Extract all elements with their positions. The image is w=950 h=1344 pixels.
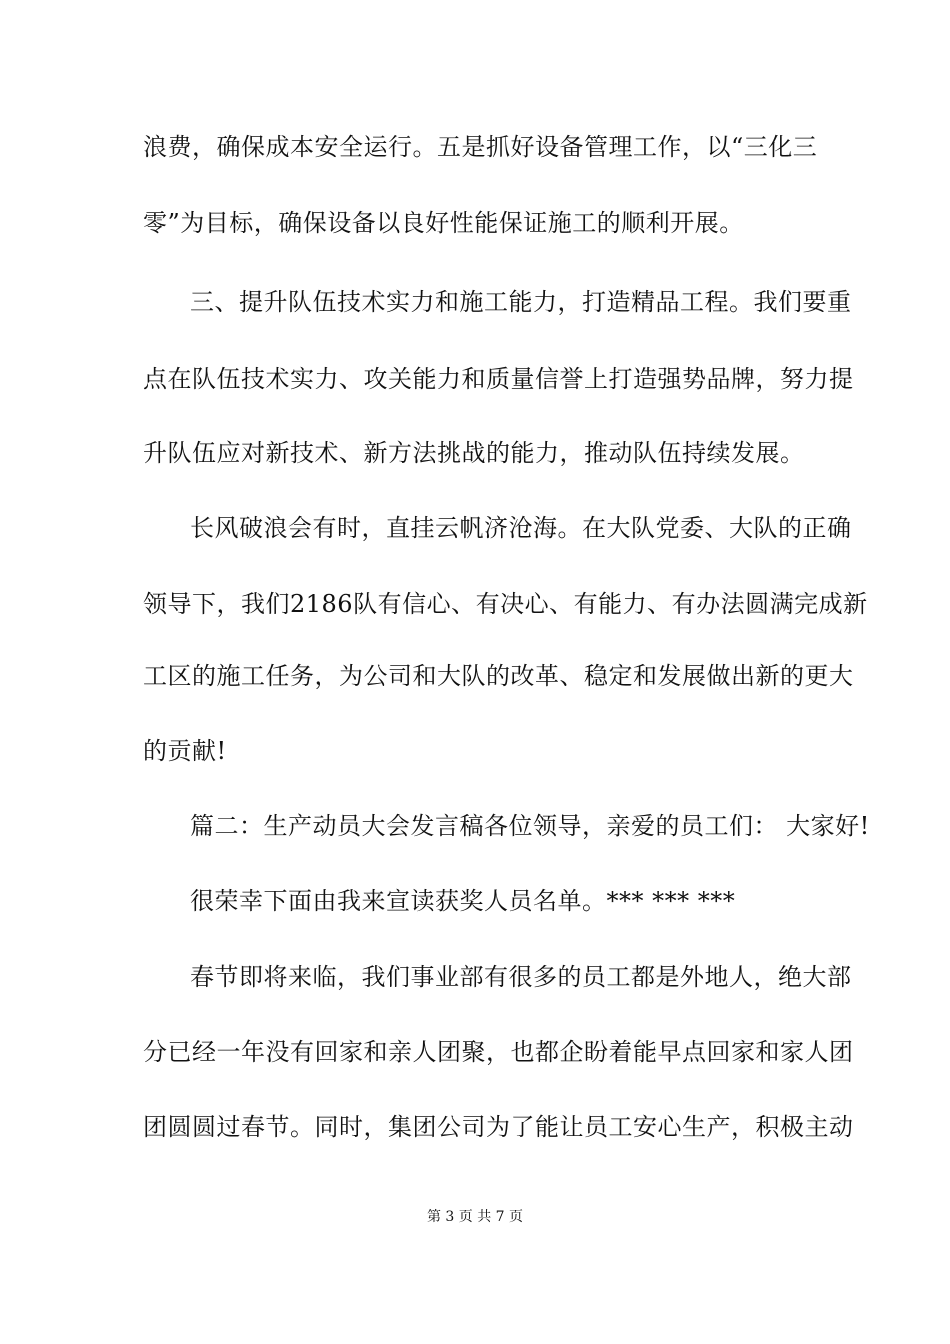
- text-line-1: 浪费，确保成本安全运行。五是抓好设备管理工作，以“三化三: [143, 133, 818, 161]
- text-line-11: 很荣幸下面由我来宣读获奖人员名单。*** *** ***: [190, 887, 736, 915]
- text-line-10: 篇二：生产动员大会发言稿各位领导，亲爱的员工们： 大家好!: [190, 812, 870, 840]
- text-line-14: 团圆圆过春节。同时，集团公司为了能让员工安心生产，积极主动: [143, 1113, 854, 1141]
- text-line-5: 升队伍应对新技术、新方法挑战的能力，推动队伍持续发展。: [143, 439, 805, 467]
- text-line-7: 领导下，我们2186队有信心、有决心、有能力、有办法圆满完成新: [143, 590, 868, 618]
- text-line-12: 春节即将来临，我们事业部有很多的员工都是外地人，绝大部: [190, 963, 852, 991]
- text-line-6: 长风破浪会有时，直挂云帆济沧海。在大队党委、大队的正确: [190, 514, 852, 542]
- text-line-3: 三、提升队伍技术实力和施工能力，打造精品工程。我们要重: [190, 288, 852, 316]
- text-line-4: 点在队伍技术实力、攻关能力和质量信誉上打造强势品牌，努力提: [143, 365, 854, 393]
- text-line-9: 的贡献!: [143, 737, 227, 765]
- text-line-8: 工区的施工任务，为公司和大队的改革、稳定和发展做出新的更大: [143, 662, 854, 690]
- page-number: 第 3 页 共 7 页: [426, 1209, 524, 1225]
- text-line-2: 零”为目标，确保设备以良好性能保证施工的顺利开展。: [143, 209, 744, 237]
- text-line-13: 分已经一年没有回家和亲人团聚，也都企盼着能早点回家和家人团: [143, 1038, 854, 1066]
